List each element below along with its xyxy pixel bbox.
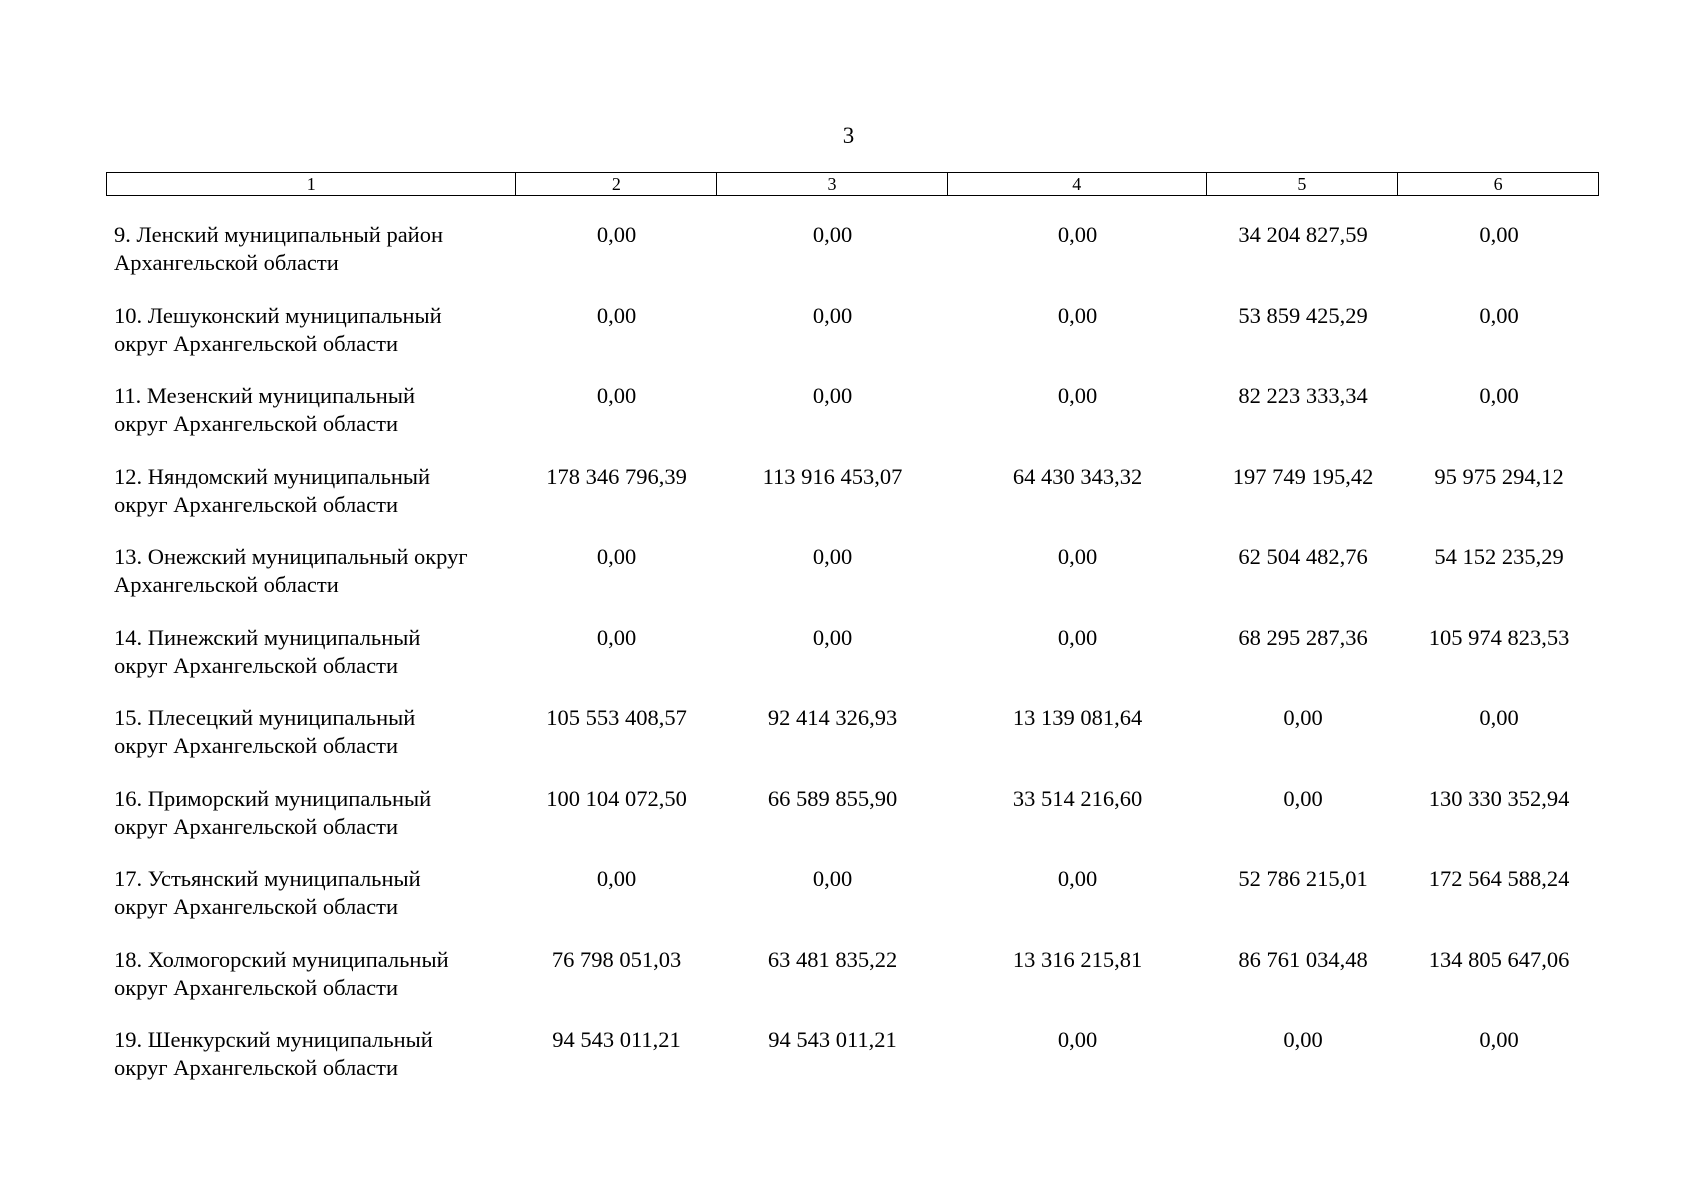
value-col-3: 0,00 — [812, 383, 853, 408]
value-col-5: 0,00 — [1283, 705, 1323, 730]
table-row — [106, 785, 1599, 866]
value-col-4: 0,00 — [1057, 383, 1098, 408]
municipality-name: 17. Устьянский муниципальный округ Архангельской области — [114, 866, 421, 919]
value-col-5: 62 504 482,76 — [1238, 544, 1368, 569]
value-col-4: 13 139 081,64 — [1012, 705, 1143, 730]
value-col-6: 0,00 — [1479, 705, 1519, 730]
table-row — [106, 221, 1599, 302]
value-col-3: 0,00 — [812, 866, 853, 891]
table-row — [106, 865, 1599, 946]
municipality-name: 11. Мезенский муниципальный округ Архангельской области — [114, 383, 415, 436]
value-col-2: 0,00 — [596, 866, 637, 891]
value-col-3: 0,00 — [812, 624, 853, 650]
value-col-3: 92 414 326,93 — [767, 705, 898, 730]
value-col-3: 0,00 — [812, 544, 853, 569]
value-col-6: 95 975 294,12 — [1434, 463, 1564, 489]
value-col-2: 0,00 — [596, 302, 637, 328]
municipality-name: 10. Лешуконский муниципальный округ Архангельской области — [114, 302, 442, 356]
value-col-3: 0,00 — [812, 222, 853, 247]
value-col-5: 0,00 — [1283, 1027, 1323, 1052]
column-header-5: 5 — [1207, 173, 1399, 195]
table-body — [106, 221, 1599, 1107]
value-col-4: 0,00 — [1057, 624, 1098, 650]
value-col-4: 0,00 — [1057, 866, 1098, 891]
page-number: 3 — [842, 123, 855, 148]
value-col-6: 105 974 823,53 — [1428, 624, 1570, 650]
value-col-3: 66 589 855,90 — [767, 785, 898, 811]
value-col-5: 86 761 034,48 — [1238, 946, 1368, 972]
municipality-name: 9. Ленский муниципальный район Архангельской области — [114, 222, 444, 275]
table-row — [106, 946, 1599, 1027]
value-col-2: 0,00 — [596, 222, 637, 247]
municipality-name: 19. Шенкурский муниципальный округ Архангельской области — [114, 1027, 433, 1080]
value-col-2: 76 798 051,03 — [551, 946, 682, 972]
value-col-5: 68 295 287,36 — [1238, 624, 1368, 650]
value-col-6: 134 805 647,06 — [1428, 946, 1570, 972]
table-row — [106, 543, 1599, 624]
value-col-4: 0,00 — [1057, 302, 1098, 328]
value-col-5: 197 749 195,42 — [1232, 463, 1374, 489]
value-col-6: 0,00 — [1479, 383, 1519, 408]
value-col-6: 0,00 — [1479, 302, 1519, 328]
value-col-2: 178 346 796,39 — [546, 463, 687, 489]
table-row — [106, 704, 1599, 785]
value-col-4: 0,00 — [1057, 544, 1098, 569]
value-col-4: 0,00 — [1057, 222, 1098, 247]
value-col-4: 0,00 — [1057, 1027, 1098, 1052]
value-col-2: 105 553 408,57 — [546, 705, 687, 730]
value-col-6: 0,00 — [1479, 1027, 1519, 1052]
value-col-3: 94 543 011,21 — [768, 1027, 897, 1052]
municipality-name: 13. Онежский муниципальный округ Архангельской области — [114, 544, 468, 597]
value-col-2: 0,00 — [596, 544, 637, 569]
table-row — [106, 382, 1599, 463]
value-col-4: 13 316 215,81 — [1012, 946, 1143, 972]
value-col-5: 82 223 333,34 — [1238, 383, 1368, 408]
municipality-name: 14. Пинежский муниципальный округ Архангельской области — [114, 624, 421, 678]
value-col-6: 130 330 352,94 — [1428, 785, 1570, 811]
value-col-5: 34 204 827,59 — [1238, 222, 1368, 247]
column-header-1: 1 — [107, 173, 516, 195]
column-header-2: 2 — [516, 173, 717, 195]
value-col-2: 0,00 — [596, 383, 637, 408]
value-col-2: 100 104 072,50 — [546, 785, 687, 811]
value-col-6: 0,00 — [1479, 222, 1519, 247]
municipality-name: 15. Плесецкий муниципальный округ Архангельской области — [114, 705, 416, 758]
municipality-name: 16. Приморский муниципальный округ Архангельской области — [114, 785, 432, 839]
table-row — [106, 624, 1599, 705]
column-header-4: 4 — [948, 173, 1207, 195]
municipality-name: 18. Холмогорский муниципальный округ Архангельской области — [114, 946, 449, 1000]
table-row — [106, 463, 1599, 544]
table-row — [106, 1026, 1599, 1107]
table-row — [106, 302, 1599, 383]
municipality-name: 12. Няндомский муниципальный округ Архангельской области — [114, 463, 431, 517]
value-col-5: 52 786 215,01 — [1238, 866, 1368, 891]
value-col-5: 53 859 425,29 — [1238, 302, 1368, 328]
value-col-2: 0,00 — [596, 624, 637, 650]
value-col-4: 64 430 343,32 — [1012, 463, 1143, 489]
value-col-5: 0,00 — [1283, 785, 1323, 811]
value-col-6: 54 152 235,29 — [1434, 544, 1564, 569]
value-col-3: 63 481 835,22 — [767, 946, 898, 972]
table-header-row — [106, 172, 1599, 196]
value-col-4: 33 514 216,60 — [1012, 785, 1143, 811]
value-col-3: 113 916 453,07 — [762, 463, 903, 489]
column-header-6: 6 — [1493, 174, 1503, 194]
value-col-2: 94 543 011,21 — [552, 1027, 681, 1052]
column-header-3: 3 — [717, 173, 948, 195]
value-col-6: 172 564 588,24 — [1428, 866, 1570, 891]
value-col-3: 0,00 — [812, 302, 853, 328]
